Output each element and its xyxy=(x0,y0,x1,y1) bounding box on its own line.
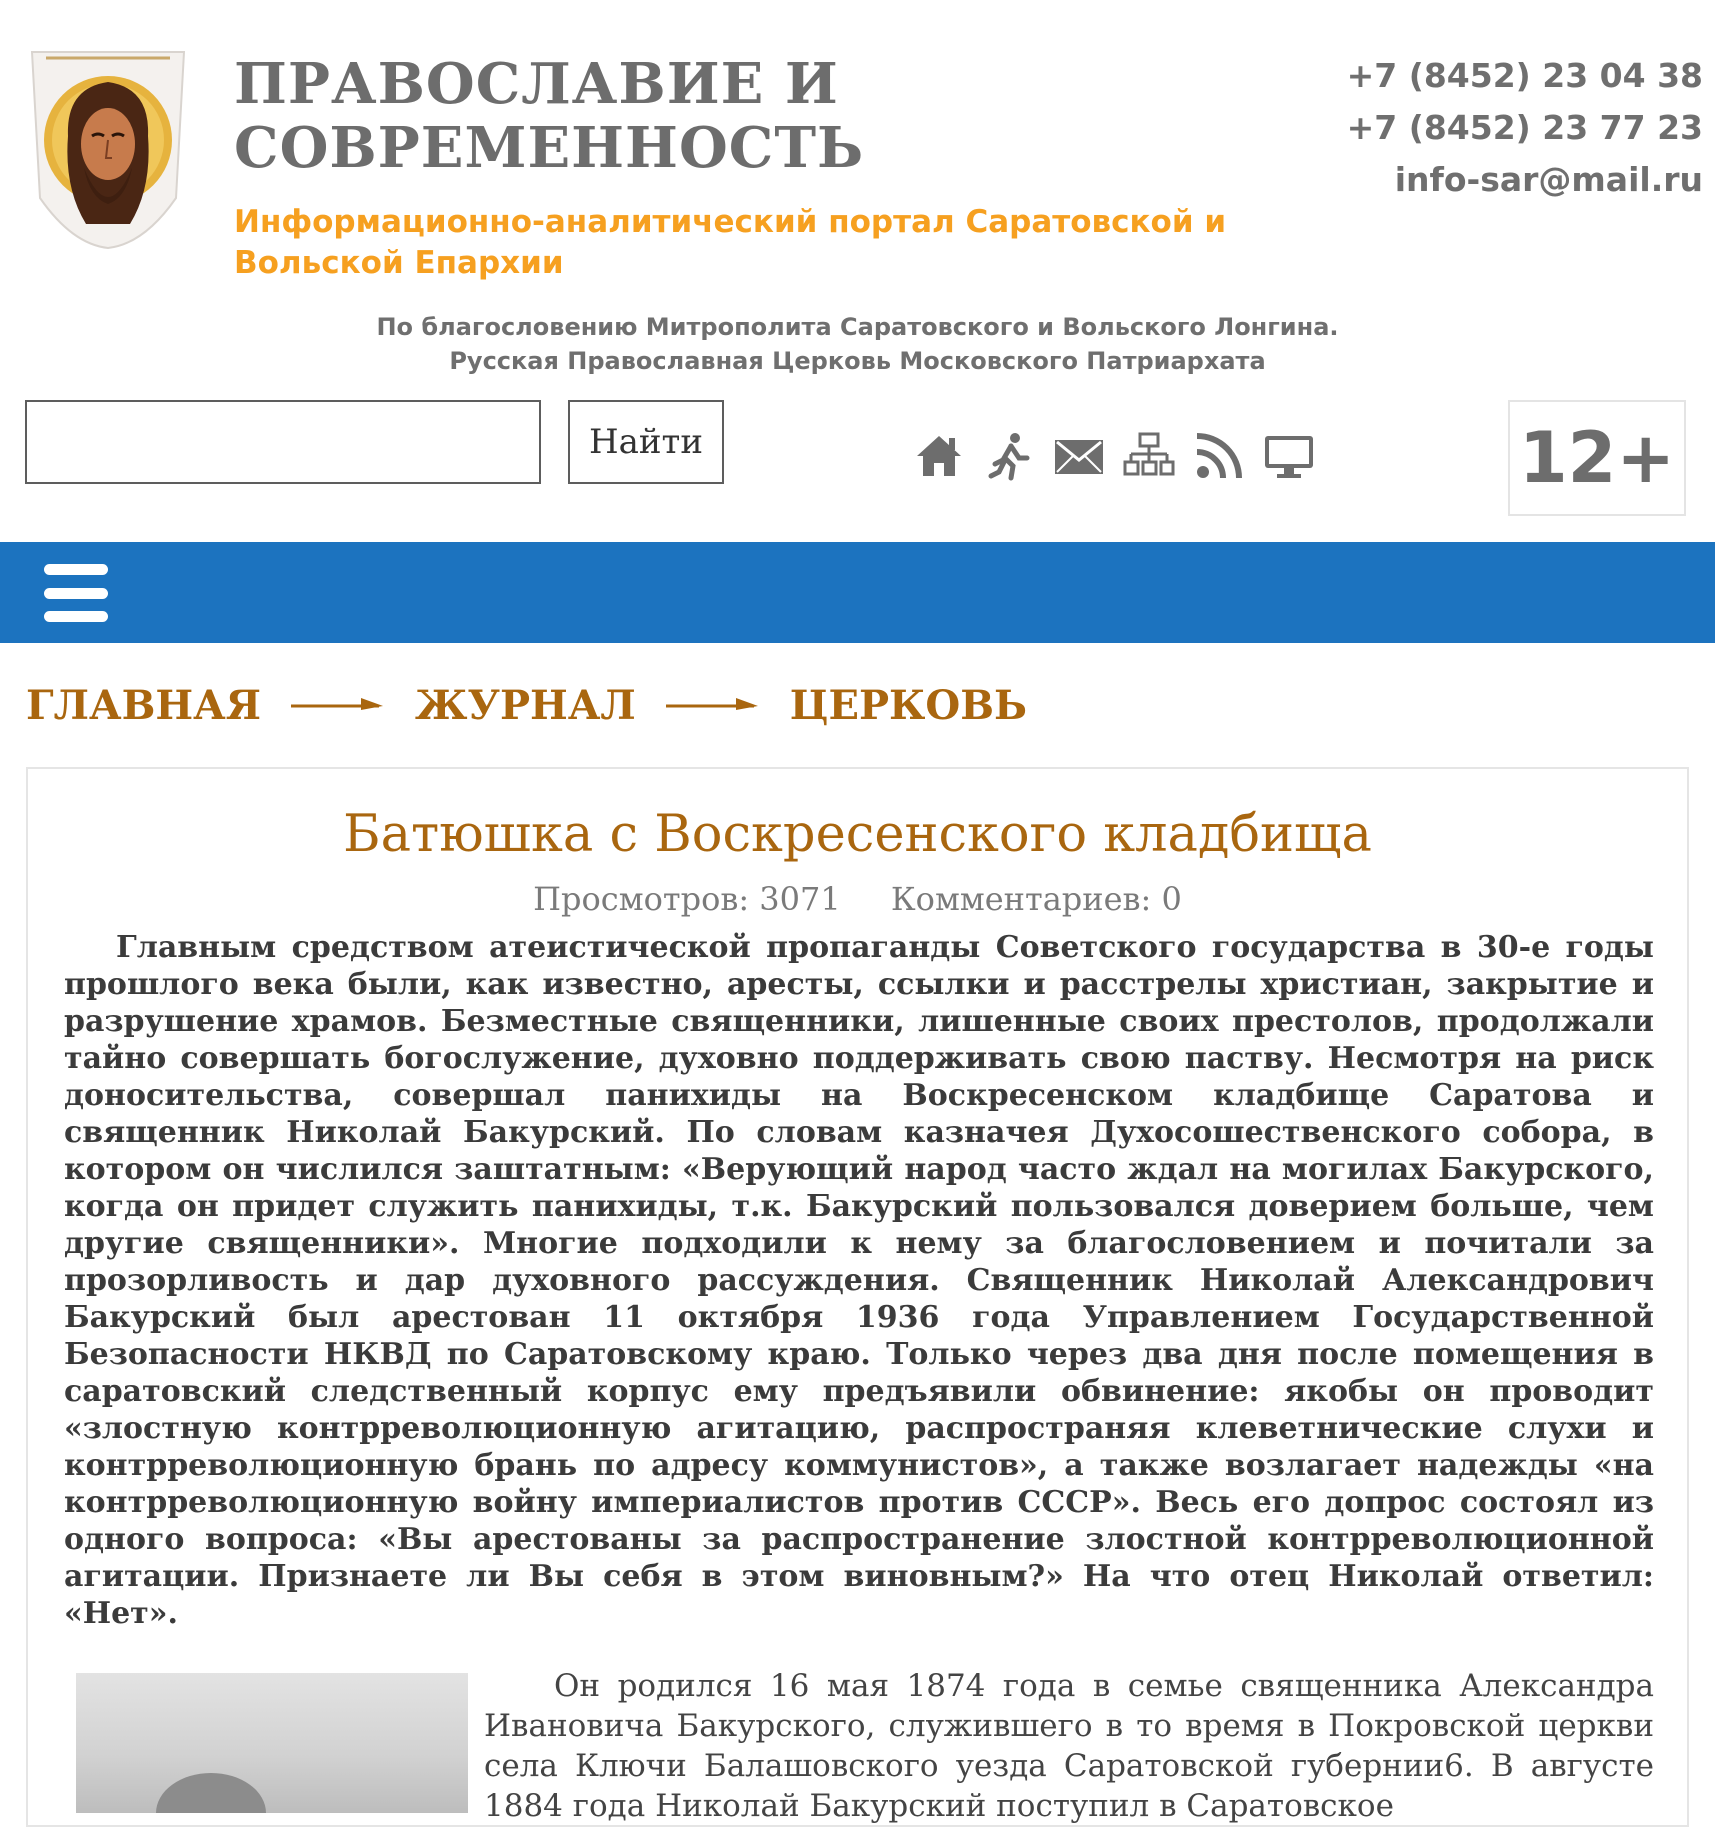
monitor-icon[interactable] xyxy=(1263,430,1315,482)
age-rating-badge: 12+ xyxy=(1508,400,1686,516)
phone-number-2[interactable]: +7 (8452) 23 77 23 xyxy=(1346,108,1703,147)
main-navbar xyxy=(0,542,1715,643)
arrow-right-icon xyxy=(291,696,385,716)
article-photo[interactable] xyxy=(76,1673,468,1813)
toolbar-icons xyxy=(913,430,1315,482)
article-paragraph: Он родился 16 мая 1874 года в семье священника Александра Ивановича Бакурского, служившего в то время в Покровской церкви села Ключи Балашовского уезда Саратовской губернии6. В августе 1884 года Николай Бакурский поступил в Саратовское xyxy=(484,1668,1654,1824)
search-input[interactable] xyxy=(25,400,541,484)
email-link[interactable]: info-sar@mail.ru xyxy=(1394,160,1703,199)
blessing-line1: По благословению Митрополита Саратовского и Вольского Лонгина. xyxy=(376,313,1339,341)
search-button[interactable]: Найти xyxy=(568,400,724,484)
blessing-line2: Русская Православная Церковь Московского Патриархата xyxy=(449,347,1266,375)
article-title: Батюшка с Воскресенского кладбища xyxy=(343,805,1372,864)
site-subtitle xyxy=(234,202,1334,284)
site-title[interactable] xyxy=(234,52,864,180)
site-logo[interactable] xyxy=(26,48,190,250)
arrow-right-icon xyxy=(666,696,760,716)
site-title-line2: СОВРЕМЕННОСТЬ xyxy=(234,115,865,181)
site-title-line1: ПРАВОСЛАВИЕ И xyxy=(234,51,839,117)
sitemap-icon[interactable] xyxy=(1123,430,1175,482)
site-subtitle-line2: Вольской Епархии xyxy=(234,245,564,281)
breadcrumb xyxy=(26,682,1027,729)
home-icon[interactable] xyxy=(913,430,965,482)
breadcrumb-church[interactable]: ЦЕРКОВЬ xyxy=(789,682,1028,729)
comments-count[interactable]: Комментариев: 0 xyxy=(890,880,1182,918)
views-count: Просмотров: 3071 xyxy=(533,880,841,918)
mail-icon[interactable] xyxy=(1053,430,1105,482)
hamburger-menu-icon[interactable] xyxy=(44,564,108,622)
breadcrumb-journal[interactable]: ЖУРНАЛ xyxy=(415,682,636,729)
breadcrumb-home[interactable]: ГЛАВНАЯ xyxy=(26,682,262,729)
photo-figure xyxy=(156,1773,266,1813)
phone-number-1[interactable]: +7 (8452) 23 04 38 xyxy=(1346,56,1703,95)
walking-person-icon[interactable] xyxy=(983,430,1035,482)
blessing-text xyxy=(0,310,1715,378)
article-lead: Главным средством атеистической пропаганды Советского государства в 30-е годы прошлого века были, как известно, аресты, ссылки и расстрелы христиан, закрытие и разрушение храмов. Безместные священники, лишенные своих престолов, продолжали тайно совершать богослужение, духовно поддерживать свою паству. Несмотря на риск доносительства, совершал панихиды на Воскресенском кладбище Саратова и священник Николай Бакурский. По словам казначея Духосошественского собора, в котором он числился заштатным: «Верующий народ часто ждал на могилах Бакурского, когда он придет служить панихиды, т.к. Бакурский пользовался доверием больше, чем другие священники». Многие подходили к нему за благословением и почитали за прозорливость и дар духовного рассуждения. Священник Николай Александрович Бакурский был арестован 11 октября 1936 года Управлением Государственной Безопасности НКВД по Саратовскому краю. Только через два дня после помещения в саратовский следственный корпус ему предъявили обвинение: якобы он проводит «злостную контрреволюционную агитацию, распространяя клеветнические слухи и контрреволюционную брань по адресу коммунистов», а также возлагает надежды «на контрреволюционную войну империалистов против СССР». Весь его допрос состоял из одного вопроса: «Вы арестованы за распространение злостной контрреволюционной агитации. Признаете ли Вы себя в этом виновным?» На что отец Николай ответил: «Нет». xyxy=(64,930,1654,1631)
site-subtitle-line1: Информационно-аналитический портал Саратовской и xyxy=(234,204,1227,240)
rss-icon[interactable] xyxy=(1193,430,1245,482)
article-meta xyxy=(0,880,1715,918)
